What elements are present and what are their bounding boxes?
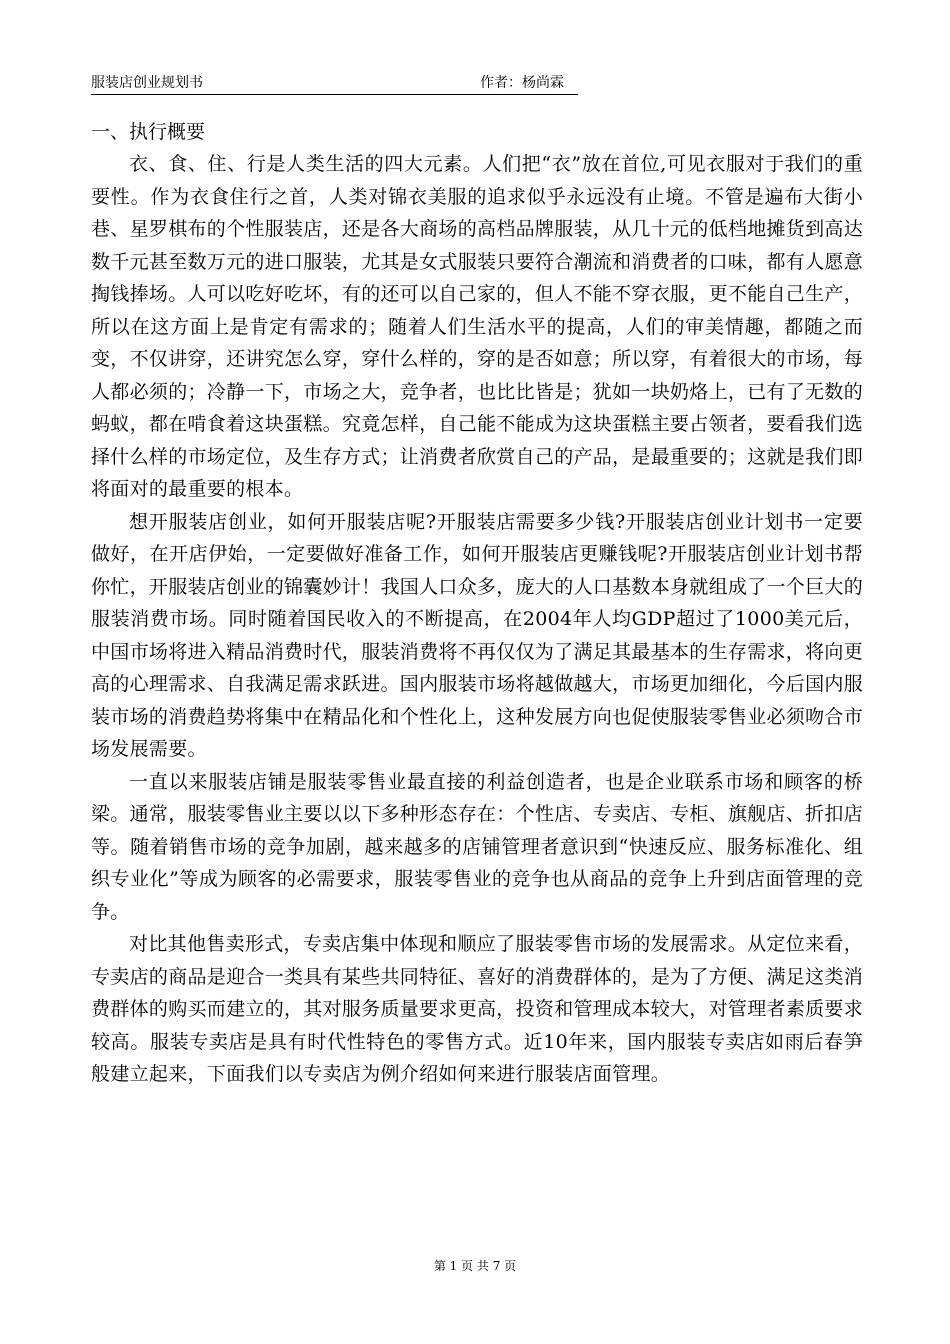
header-title: 服装店创业规划书	[91, 75, 203, 91]
body-paragraph: 想开服装店创业，如何开服装店呢?开服装店需要多少钱?开服装店创业计划书一定要做好，在开店伊始，一定要做好准备工作，如何开服装店更赚钱呢?开服装店创业计划书帮你忙，开服装店创业的锦囊妙计！我国人口众多，庞大的人口基数本身就组成了一个巨大的服装消费市场。同时随着国民收入的不断提高，在2004年人均GDP超过了1000美元后，中国市场将进入精品消费时代，服装消费将不再仅仅为了满足其最基本的生存需求，将向更高的心理需求、自我满足需求跃进。国内服装市场将越做越大，市场更加细化，今后国内服装市场的消费趋势将集中在精品化和个性化上，这种发展方向也促使服装零售业必须吻合市场发展需要。	[91, 510, 864, 760]
body-paragraph: 衣、食、住、行是人类生活的四大元素。人们把“衣”放在首位,可见衣服对于我们的重要性。作为衣食住行之首，人类对锦衣美服的追求似乎永远没有止境。不管是遍布大街小巷、星罗棋布的个性服装店，还是各大商场的高档品牌服装，从几十元的低档地摊货到高达数千元甚至数万元的进口服装，尤其是女式服装只要符合潮流和消费者的口味，都有人愿意掏钱捧场。人可以吃好吃坏，有的还可以自己家的，但人不能不穿衣服，更不能自己生产，所以在这方面上是肯定有需求的；随着人们生活水平的提高，人们的审美情趣，都随之而变，不仅讲穿，还讲究怎么穿，穿什么样的，穿的是否如意；所以穿，有着很大的市场，每人都必须的；冷静一下，市场之大，竞争者，也比比皆是；犹如一块奶烙上，已有了无数的蚂蚁，都在啃食着这块蛋糕。究竟怎样，自己能不能成为这块蛋糕主要占领者，要看我们选择什么样的市场定位，及生存方式；让消费者欣赏自己的产品，是最重要的；这就是我们即将面对的最重要的根本。	[91, 153, 864, 500]
body-paragraph: 对比其他售卖形式，专卖店集中体现和顺应了服装零售市场的发展需求。从定位来看，专卖店的商品是迎合一类具有某些共同特征、喜好的消费群体的，是为了方便、满足这类消费群体的购买而建立的，其对服务质量要求更高，投资和管理成本较大，对管理者素质要求较高。服装专卖店是具有时代性特色的零售方式。近10年来，国内服装专卖店如雨后春笋般建立起来，下面我们以专卖店为例介绍如何来进行服装店面管理。	[91, 933, 864, 1085]
section-heading: 一、执行概要	[91, 121, 206, 143]
header-author: 作者：杨尚霖	[480, 75, 564, 91]
page-number: 第 1 页 共 7 页	[433, 1259, 517, 1273]
body-paragraph: 一直以来服装店铺是服装零售业最直接的利益创造者，也是企业联系市场和顾客的桥梁。通常，服装零售业主要以以下多种形态存在：个性店、专卖店、专柜、旗舰店、折扣店等。随着销售市场的竞争加剧，越来越多的店铺管理者意识到“快速反应、服务标准化、组织专业化”等成为顾客的必需要求，服装零售业的竞争也从商品的竞争上升到店面管理的竞争。	[91, 770, 864, 923]
document-body	[91, 116, 863, 1091]
header-rule	[91, 94, 578, 95]
page-header	[91, 72, 861, 94]
